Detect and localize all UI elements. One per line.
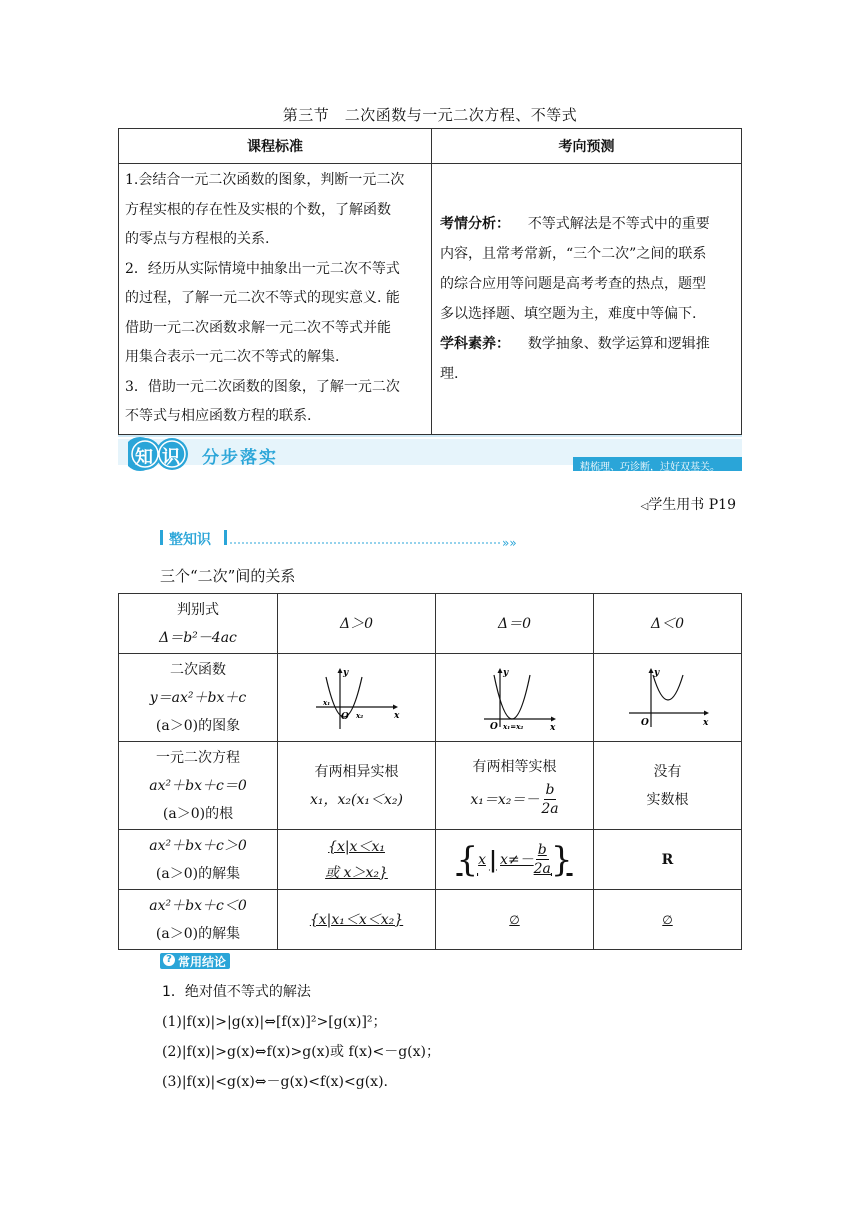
cell-delta-positive: Δ＞0	[278, 594, 436, 654]
literacy-line: 理.	[440, 365, 459, 382]
cell-line: (a＞0)的图象	[155, 717, 241, 734]
gt-solution-two	[278, 830, 436, 890]
cell-line: 判别式	[177, 601, 219, 618]
banner-heading: 分步落实	[202, 448, 278, 468]
relation-table	[118, 593, 742, 950]
cell-delta-zero: Δ＝0	[436, 594, 594, 654]
standards-table	[118, 128, 742, 435]
answer-blank: 或 x＞x₂}	[325, 864, 388, 881]
conclusion-tag-label: 常用结论	[178, 955, 227, 969]
cell-line: 实数根	[646, 791, 689, 808]
answer-blank: {x|x＜x₁	[328, 838, 385, 855]
svg-text:»»: »»	[502, 536, 517, 549]
empty-set-icon: ∅	[509, 912, 520, 927]
parabola-two-roots-graph	[312, 665, 402, 731]
x-axis-label: x	[702, 717, 708, 728]
standard-line: 用集合表示一元二次不等式的解集.	[125, 349, 340, 365]
standard-line: 不等式与相应函数方程的联系.	[125, 408, 312, 424]
double-root-formula: x₁＝x₂＝－	[470, 791, 540, 808]
left-brace-icon: {	[456, 839, 479, 880]
conclusion-tag	[160, 953, 230, 969]
relation-title: 三个“二次”间的关系	[160, 567, 296, 585]
knowledge-tag-label: 整知识	[169, 532, 211, 548]
forecast-cell	[432, 164, 742, 435]
fraction	[534, 841, 551, 878]
standard-line: 3．借助一元二次函数的图象，了解一元二次	[125, 378, 400, 395]
y-axis-label: y	[502, 667, 508, 678]
standards-cell	[119, 164, 432, 435]
analysis-line: 内容，且常考常新，“三个二次”之间的联系	[440, 245, 707, 262]
cell-line: Δ＝b²－4ac	[159, 629, 237, 646]
pointer-icon: ◁	[640, 501, 649, 512]
standard-line: 方程实根的存在性及实根的个数，了解函数	[125, 201, 391, 218]
cell-line: 有两相异实根	[314, 763, 399, 780]
row-discriminant-label	[119, 594, 278, 654]
cell-line: x₁，x₂(x₁＜x₂)	[310, 791, 403, 808]
analysis-line: 不等式解法是不等式中的重要	[527, 215, 710, 232]
conclusion-item: (2)|f(x)|>g(x)⇔f(x)>g(x)或 f(x)<－g(x)；	[162, 1044, 440, 1060]
standard-line: 2．经历从实际情境中抽象出一元二次不等式	[125, 260, 400, 277]
analysis-line: 多以选择题、填空题为主，难度中等偏下.	[440, 305, 697, 322]
lt-solution-none	[594, 890, 742, 950]
graph-two-roots	[278, 654, 436, 742]
answer-blank: {x|x₁＜x＜x₂}	[309, 911, 404, 928]
knowledge-tag	[160, 527, 520, 549]
root-x1-label: x₁	[322, 697, 330, 707]
cell-line: ax²＋bx＋c＞0	[149, 837, 247, 854]
standard-line: 的零点与方程根的关系.	[125, 231, 270, 247]
conclusion-item: (1)|f(x)|>|g(x)|⇔[f(x)]²>[g(x)]²；	[162, 1014, 387, 1030]
col-header-forecast: 考向预测	[432, 129, 742, 164]
graph-no-root	[594, 654, 742, 742]
roots-none	[594, 742, 742, 830]
question-bulb-icon: ?	[163, 954, 175, 966]
cell-line: 一元二次方程	[156, 749, 240, 766]
cell-line: 有两相等实根	[472, 759, 557, 775]
cell-line: 没有	[653, 763, 682, 780]
section-title: 第三节 二次函数与一元二次方程、不等式	[282, 106, 578, 124]
double-root-label: x₁=x₂	[502, 721, 523, 731]
cell-line: ax²＋bx＋c＝0	[149, 777, 247, 794]
knowledge-tag-graphic	[160, 527, 520, 549]
parabola-double-root-graph	[470, 665, 560, 731]
col-header-standards: 课程标准	[119, 129, 432, 164]
lt-solution-double	[436, 890, 594, 950]
analysis-label: 考情分析：	[440, 215, 510, 232]
fraction	[541, 781, 558, 818]
lt-solution-two	[278, 890, 436, 950]
set-condition: x≠－	[500, 851, 534, 868]
fraction-numerator: b	[537, 842, 547, 858]
literacy-line: 数学抽象、数学运算和逻辑推	[527, 335, 710, 352]
cell-line: y＝ax²＋bx＋c	[149, 689, 247, 706]
y-axis-label: y	[653, 667, 659, 678]
right-brace-icon: }	[550, 839, 573, 880]
banner-char-2: 识	[162, 447, 180, 468]
roots-double	[436, 742, 594, 830]
conclusion-item: (3)|f(x)|<g(x)⇔－g(x)<f(x)<g(x).	[162, 1074, 388, 1090]
divider-bar-icon: |	[488, 846, 497, 873]
set-variable: x	[478, 851, 486, 868]
root-x2-label: x₂	[355, 710, 363, 720]
banner-slogan: 精梳理、巧诊断，过好双基关。	[580, 462, 720, 473]
row-function-label	[119, 654, 278, 742]
parabola-no-root-graph	[623, 665, 713, 731]
empty-set-icon: ∅	[662, 912, 673, 927]
cell-delta-negative: Δ＜0	[594, 594, 742, 654]
cell-line: (a＞0)的解集	[155, 865, 241, 882]
standard-line: 1.会结合一元二次函数的图象，判断一元二次	[125, 172, 405, 188]
literacy-label: 学科素养：	[440, 335, 510, 352]
row-gt-label	[119, 830, 278, 890]
fraction-numerator: b	[545, 782, 555, 798]
row-equation-label	[119, 742, 278, 830]
origin-label: O	[640, 717, 649, 728]
gt-solution-double	[436, 830, 594, 890]
origin-label: O	[340, 711, 349, 722]
standard-line: 的过程，了解一元二次不等式的现实意义. 能	[125, 290, 400, 306]
roots-two	[278, 742, 436, 830]
section-banner	[118, 433, 742, 475]
gt-solution-none: R	[594, 830, 742, 890]
row-lt-label	[119, 890, 278, 950]
book-ref-text: 学生用书 P19	[648, 497, 736, 513]
x-axis-label: x	[549, 722, 555, 731]
analysis-line: 的综合应用等问题是高考考查的热点，题型	[440, 275, 706, 292]
fraction-denominator: 2a	[541, 801, 559, 817]
conclusion-heading: 1．绝对值不等式的解法	[162, 984, 311, 1000]
cell-line: (a＞0)的根	[162, 805, 234, 822]
y-axis-label: y	[342, 667, 348, 678]
standard-line: 借助一元二次函数求解一元二次不等式并能	[125, 319, 391, 336]
banner-char-1: 知	[135, 447, 153, 468]
x-axis-label: x	[393, 710, 399, 721]
fraction-denominator: 2a	[533, 861, 551, 877]
book-reference	[600, 494, 736, 514]
origin-label: O	[489, 721, 498, 731]
cell-line: 二次函数	[170, 661, 226, 678]
graph-one-root	[436, 654, 594, 742]
cell-line: (a＞0)的解集	[155, 925, 241, 942]
cell-line: ax²＋bx＋c＜0	[149, 897, 247, 914]
